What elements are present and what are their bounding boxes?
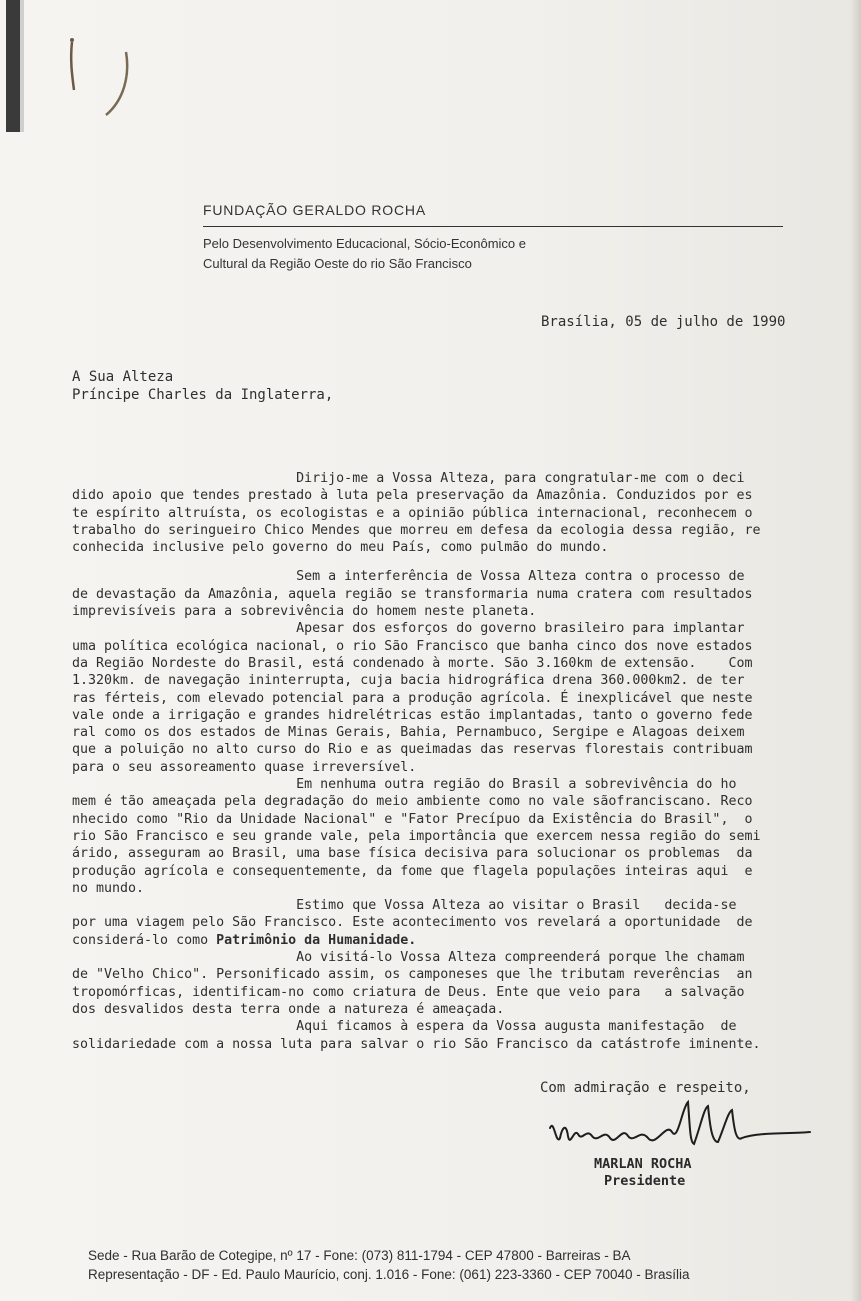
body-line: Aqui ficamos à espera da Vossa augusta manifestação de — [72, 1019, 737, 1035]
body-line-text: considerá-lo como — [72, 932, 217, 948]
footer-line1: Sede - Rua Barão de Cotegipe, nº 17 - Fone: (073) 811-1794 - CEP 47800 - Barreiras - BA — [88, 1248, 631, 1263]
body-line: vale onde a irrigação e grandes hidrelétricas estão implantadas, tanto o governo fede — [72, 707, 753, 723]
letter-body — [72, 470, 808, 1053]
letterhead — [203, 202, 783, 274]
letter-footer — [88, 1246, 690, 1284]
body-line: Sem a interferência de Vossa Alteza contra o processo de — [72, 569, 745, 585]
body-line: mem é tão ameaçada pela degradação do meio ambiente como no vale sãofranciscano. Reco — [72, 794, 753, 810]
body-line: por uma viagem pelo São Francisco. Este acontecimento vos revelará a oportunidade de — [72, 915, 753, 931]
paragraph-1 — [72, 470, 808, 556]
body-line: Dirijo-me a Vossa Alteza, para congratular-me com o deci — [72, 471, 745, 486]
heritage-phrase: Patrimônio da Humanidade. — [216, 932, 417, 948]
paragraph-5 — [72, 897, 808, 949]
addressee-line1: A Sua Alteza — [72, 369, 174, 385]
body-line: solidariedade com a nossa luta para salvar o rio São Francisco da catástrofe iminente. — [72, 1036, 761, 1052]
body-line: de "Velho Chico". Personificado assim, os camponeses que lhe tributam reverências an — [72, 967, 753, 983]
letterhead-subtitle-line2: Cultural da Região Oeste do rio São Francisco — [203, 256, 472, 271]
body-line: Estimo que Vossa Alteza ao visitar o Brasil decida-se — [72, 898, 737, 914]
body-line: uma política ecológica nacional, o rio São Francisco que banha cinco dos nove estados — [72, 638, 753, 654]
paragraph-4 — [72, 776, 808, 897]
paragraph-3 — [72, 620, 808, 776]
organization-name: FUNDAÇÃO GERALDO ROCHA — [203, 202, 426, 218]
paragraph-7 — [72, 1018, 808, 1053]
page-edge-shadow — [851, 0, 861, 1301]
addressee-line2: Príncipe Charles da Inglaterra, — [72, 387, 334, 403]
letterhead-subtitle-line1: Pelo Desenvolvimento Educacional, Sócio-Econômico e — [203, 236, 527, 251]
body-line: Apesar dos esforços do governo brasileiro para implantar — [72, 621, 745, 637]
body-line: produção agrícola e consequentemente, da fome que flagela populações inteiras aqui e — [72, 863, 753, 879]
body-line: que a poluição no alto curso do Rio e as queimadas das reservas florestais contribuam — [72, 742, 753, 758]
body-line — [72, 932, 808, 949]
body-line: trabalho do seringueiro Chico Mendes que morreu em defesa da ecologia dessa região, re — [72, 522, 761, 538]
handwritten-signature — [548, 1098, 813, 1158]
body-line: Em nenhuma outra região do Brasil a sobrevivência do ho — [72, 777, 737, 793]
letterhead-rule — [203, 226, 783, 227]
body-line: da Região Nordeste do Brasil, está condenado à morte. São 3.160km de extensão. Com — [72, 655, 753, 671]
body-line: nhecido como "Rio da Unidade Nacional" e "Fator Precípuo da Existência do Brasil", o — [72, 811, 753, 827]
body-line: conhecida inclusive pelo governo do meu País, como pulmão do mundo. — [72, 540, 609, 556]
paragraph-2 — [72, 568, 808, 620]
body-line: no mundo. — [72, 880, 145, 896]
body-line: ras férteis, com elevado potencial para a produção agrícola. É inexplicável que neste — [72, 690, 753, 706]
letter-date: Brasília, 05 de julho de 1990 — [541, 314, 786, 330]
body-line: te espírito altruísta, os ecologistas e a opinião pública internacional, reconhecem o — [72, 505, 753, 521]
footer-line2: Representação - DF - Ed. Paulo Maurício, conj. 1.016 - Fone: (061) 223-3360 - CEP 70040 - Brasília — [88, 1267, 690, 1282]
body-line: Ao visitá-lo Vossa Alteza compreenderá porque lhe chamam — [72, 950, 745, 966]
paragraph-6 — [72, 949, 808, 1018]
signer-title: Presidente — [604, 1173, 686, 1189]
body-line: 1.320km. de navegação ininterrupta, cuja bacia hidrográfica drena 360.000km2. de ter — [72, 673, 745, 689]
body-line: tropomórficas, identificam-no como criatura de Deus. Ente que veio para a salvação — [72, 984, 745, 1000]
body-line: dido apoio que tendes prestado à luta pela preservação da Amazônia. Conduzidos por es — [72, 488, 753, 504]
signer-block — [594, 1156, 692, 1190]
addressee — [72, 368, 333, 404]
body-line: árido, asseguram ao Brasil, uma base física decisiva para solucionar os problemas da — [72, 846, 753, 862]
binder-edge — [6, 0, 24, 132]
body-line: dos desvalidos desta terra onde a natureza é ameaçada. — [72, 1001, 505, 1017]
body-line: de devastação da Amazônia, aquela região se transformaria numa cratera com resultados — [72, 586, 753, 602]
body-line: ral como os dos estados de Minas Gerais, Bahia, Pernambuco, Sergipe e Alagoas deixem — [72, 725, 745, 741]
signer-name: MARLAN ROCHA — [594, 1156, 692, 1172]
closing-salutation: Com admiração e respeito, — [540, 1080, 751, 1096]
body-line: imprevisíveis para a sobrevivência do homem neste planeta. — [72, 604, 537, 620]
body-line: para o seu assoreamento quase irreversível. — [72, 759, 417, 775]
staple-mark — [60, 20, 140, 130]
body-line: rio São Francisco e seu grande vale, pela importância que exercem nessa região do semi — [72, 828, 761, 844]
